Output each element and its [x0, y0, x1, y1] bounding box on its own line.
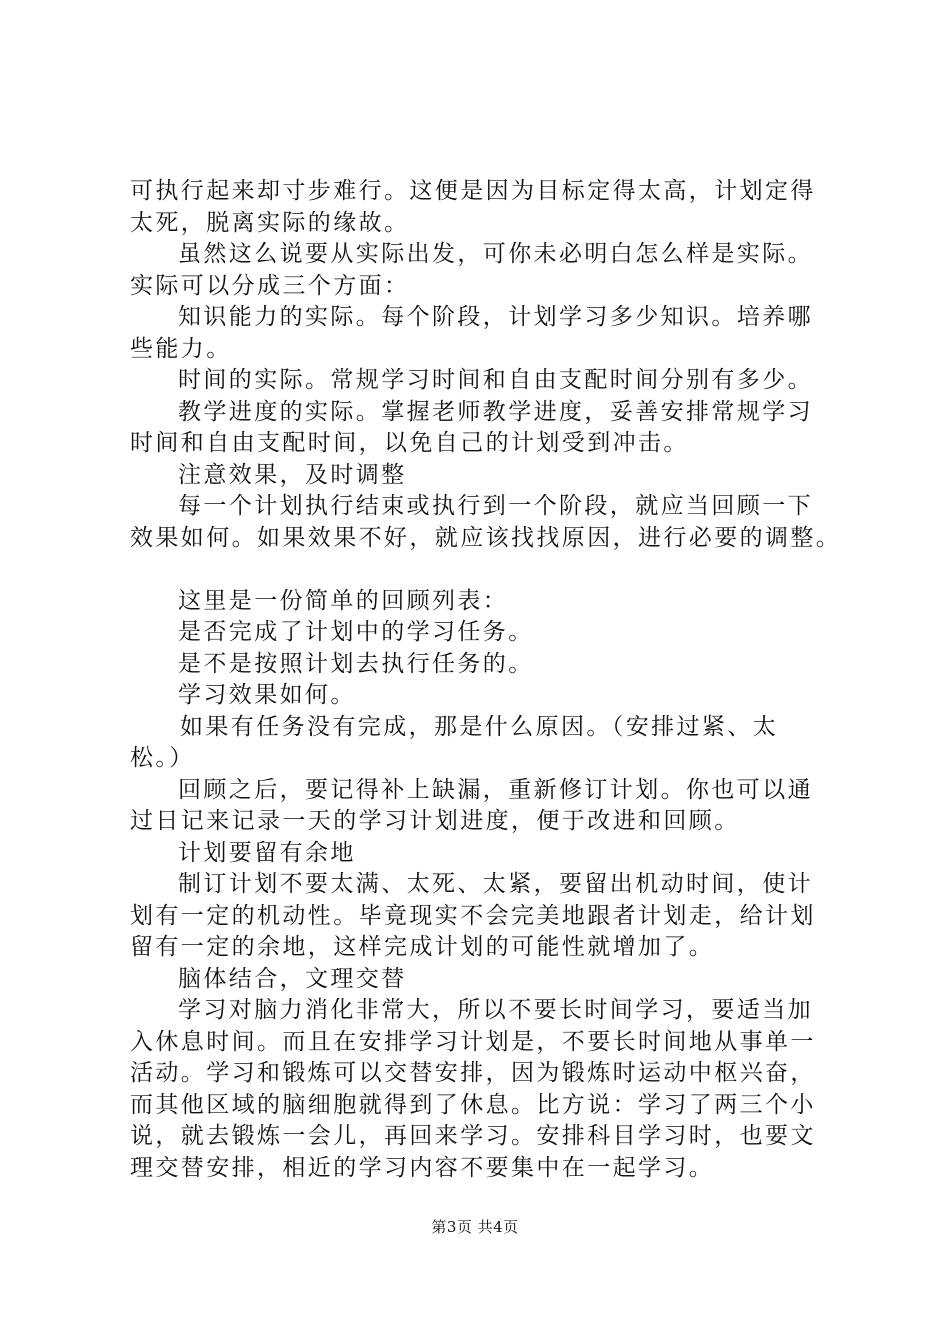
list-item: 是否完成了计划中的学习任务。	[178, 619, 534, 645]
section-heading: 脑体结合，文理交替	[178, 965, 407, 992]
text-line: 学习对脑力消化非常大，所以不要长时间学习，要适当加	[178, 997, 813, 1023]
paragraph-gap	[130, 554, 840, 586]
list-item: 是不是按照计划去执行任务的。	[178, 650, 534, 677]
text-line: 过日记来记录一天的学习计划进度，便于改进和回顾。	[130, 808, 740, 834]
text-line: 制订计划不要太满、太死、太紧，要留出机动时间，使计	[178, 871, 813, 897]
text-line: 实际可以分成三个方面：	[130, 272, 410, 299]
text-line: 入休息时间。而且在安排学习计划是，不要长时间地从事单一	[130, 1028, 816, 1055]
text-line: 说，就去锻炼一会儿，再回来学习。安排科目学习时，也要文	[130, 1123, 816, 1149]
body-text	[130, 176, 840, 1184]
section-heading: 注意效果，及时调整	[178, 461, 407, 488]
text-line: 些能力。	[130, 335, 232, 362]
list-item: 学习效果如何。	[178, 682, 356, 708]
text-line: 太死，脱离实际的缘故。	[130, 209, 410, 236]
section-heading: 计划要留有余地	[178, 839, 356, 866]
text-line: 效果如何。如果效果不好，就应该找找原因，进行必要的调整。	[130, 524, 842, 551]
text-line: 时间和自由支配时间，以免自己的计划受到冲击。	[130, 430, 689, 456]
text-line: 知识能力的实际。每个阶段，计划学习多少知识。培养哪	[178, 304, 813, 330]
text-line: 每一个计划执行结束或执行到一个阶段，就应当回顾一下	[178, 493, 813, 519]
text-line: 划有一定的机动性。毕竟现实不会完美地跟者计划走，给计划	[130, 902, 816, 929]
text-line: 可执行起来却寸步难行。这便是因为目标定得太高，计划定得	[130, 178, 816, 204]
text-line: 教学进度的实际。掌握老师教学进度，妥善安排常规学习	[178, 398, 813, 425]
text-line: 活动。学习和锻炼可以交替安排，因为锻炼时运动中枢兴奋，	[130, 1060, 816, 1086]
text-line: 松。）	[130, 745, 195, 771]
text-line: 理交替安排，相近的学习内容不要集中在一起学习。	[130, 1154, 715, 1181]
list-item: 如果有任务没有完成，那是什么原因。（安排过紧、太	[180, 713, 779, 740]
text-line: 虽然这么说要从实际出发，可你未必明白怎么样是实际。	[178, 241, 813, 267]
text-line: 留有一定的余地，这样完成计划的可能性就增加了。	[130, 934, 715, 960]
text-line: 时间的实际。常规学习时间和自由支配时间分别有多少。	[178, 367, 813, 393]
text-line: 这里是一份简单的回顾列表：	[178, 587, 509, 614]
text-line: 而其他区域的脑细胞就得到了休息。比方说：学习了两三个小	[130, 1091, 816, 1118]
text-line: 回顾之后，要记得补上缺漏，重新修订计划。你也可以通	[178, 776, 813, 803]
page-footer: 第3页 共4页	[431, 1218, 519, 1236]
